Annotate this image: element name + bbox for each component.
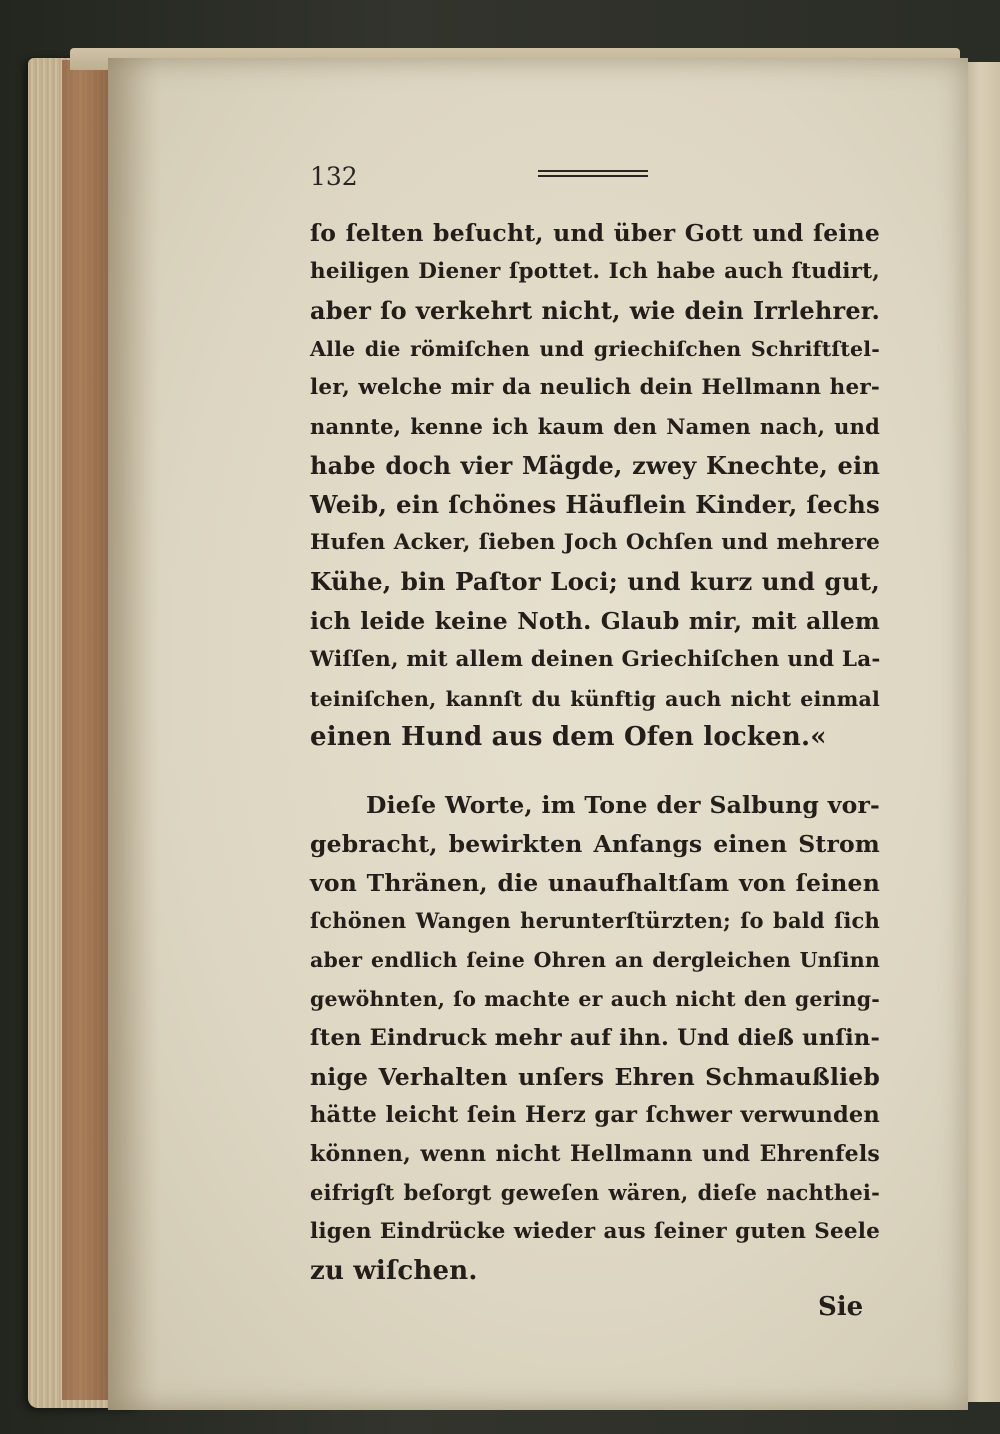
- text-line: ligen Eindrücke wieder aus ſeiner guten Seele: [310, 1218, 880, 1244]
- text-line: aber endlich ſeine Ohren an dergleichen Unſinn: [310, 948, 880, 973]
- text-line: habe doch vier Mägde, zwey Knechte, ein: [310, 450, 880, 480]
- text-line: nannte, kenne ich kaum den Namen nach, und: [310, 413, 880, 439]
- text-line: Hufen Acker, ſieben Joch Ochſen und mehrere: [310, 530, 880, 556]
- text-line: teiniſchen, kannſt du künftig auch nicht einmal: [310, 686, 880, 711]
- text-line: hätte leicht ſein Herz gar ſchwer verwunden: [310, 1102, 880, 1129]
- text-line: ler, welche mir da neulich dein Hellmann her-: [310, 375, 880, 401]
- text-line: ſten Eindruck mehr auf ihn. Und dieß unſin-: [310, 1024, 880, 1051]
- text-line: zu wiſchen.: [310, 1255, 478, 1286]
- paragraph-2: [310, 786, 880, 1290]
- text-line: können, wenn nicht Hellmann und Ehrenfels: [310, 1141, 880, 1168]
- page-number: 132: [310, 162, 358, 191]
- page-header: [310, 162, 630, 202]
- text-line: Wiſſen, mit allem deinen Griechiſchen und La-: [310, 646, 881, 672]
- gutter-shadow: [108, 58, 158, 1410]
- text-line: einen Hund aus dem Ofen locken.«: [310, 722, 827, 753]
- paragraph-1: [310, 214, 880, 757]
- text-line: nige Verhalten unſers Ehren Schmaußlieb: [310, 1062, 880, 1091]
- text-line: eifrigſt beſorgt geweſen wären, dieſe nachthei-: [310, 1179, 880, 1205]
- text-line: Dieſe Worte, im Tone der Salbung vor-: [366, 791, 880, 819]
- text-line: ſo ſelten beſucht, und über Gott und ſeine: [310, 219, 880, 247]
- text-line: heiligen Diener ſpottet. Ich habe auch ſtudirt,: [310, 258, 880, 284]
- text-line: aber ſo verkehrt nicht, wie dein Irrlehrer.: [310, 295, 880, 325]
- catchword: Sie: [818, 1292, 864, 1322]
- text-line: gewöhnten, ſo machte er auch nicht den gering-: [310, 986, 880, 1011]
- book-spine-edge: [62, 60, 110, 1400]
- text-line: von Thränen, die unaufhaltſam von ſeinen: [310, 868, 880, 897]
- text-line: ich leide keine Noth. Glaub mir, mit allem: [310, 606, 880, 635]
- text-line: ſchönen Wangen herunterſtürzten; ſo bald ſich: [310, 908, 880, 934]
- header-double-rule: [538, 170, 648, 172]
- text-line: gebracht, bewirkten Anfangs einen Strom: [310, 829, 880, 858]
- text-line: Weib, ein ſchönes Häuflein Kinder, ſechs: [310, 489, 880, 519]
- text-line: Kühe, bin Paſtor Loci; und kurz und gut,: [310, 567, 880, 597]
- text-line: Alle die römiſchen und griechiſchen Schriftſtel-: [310, 337, 880, 362]
